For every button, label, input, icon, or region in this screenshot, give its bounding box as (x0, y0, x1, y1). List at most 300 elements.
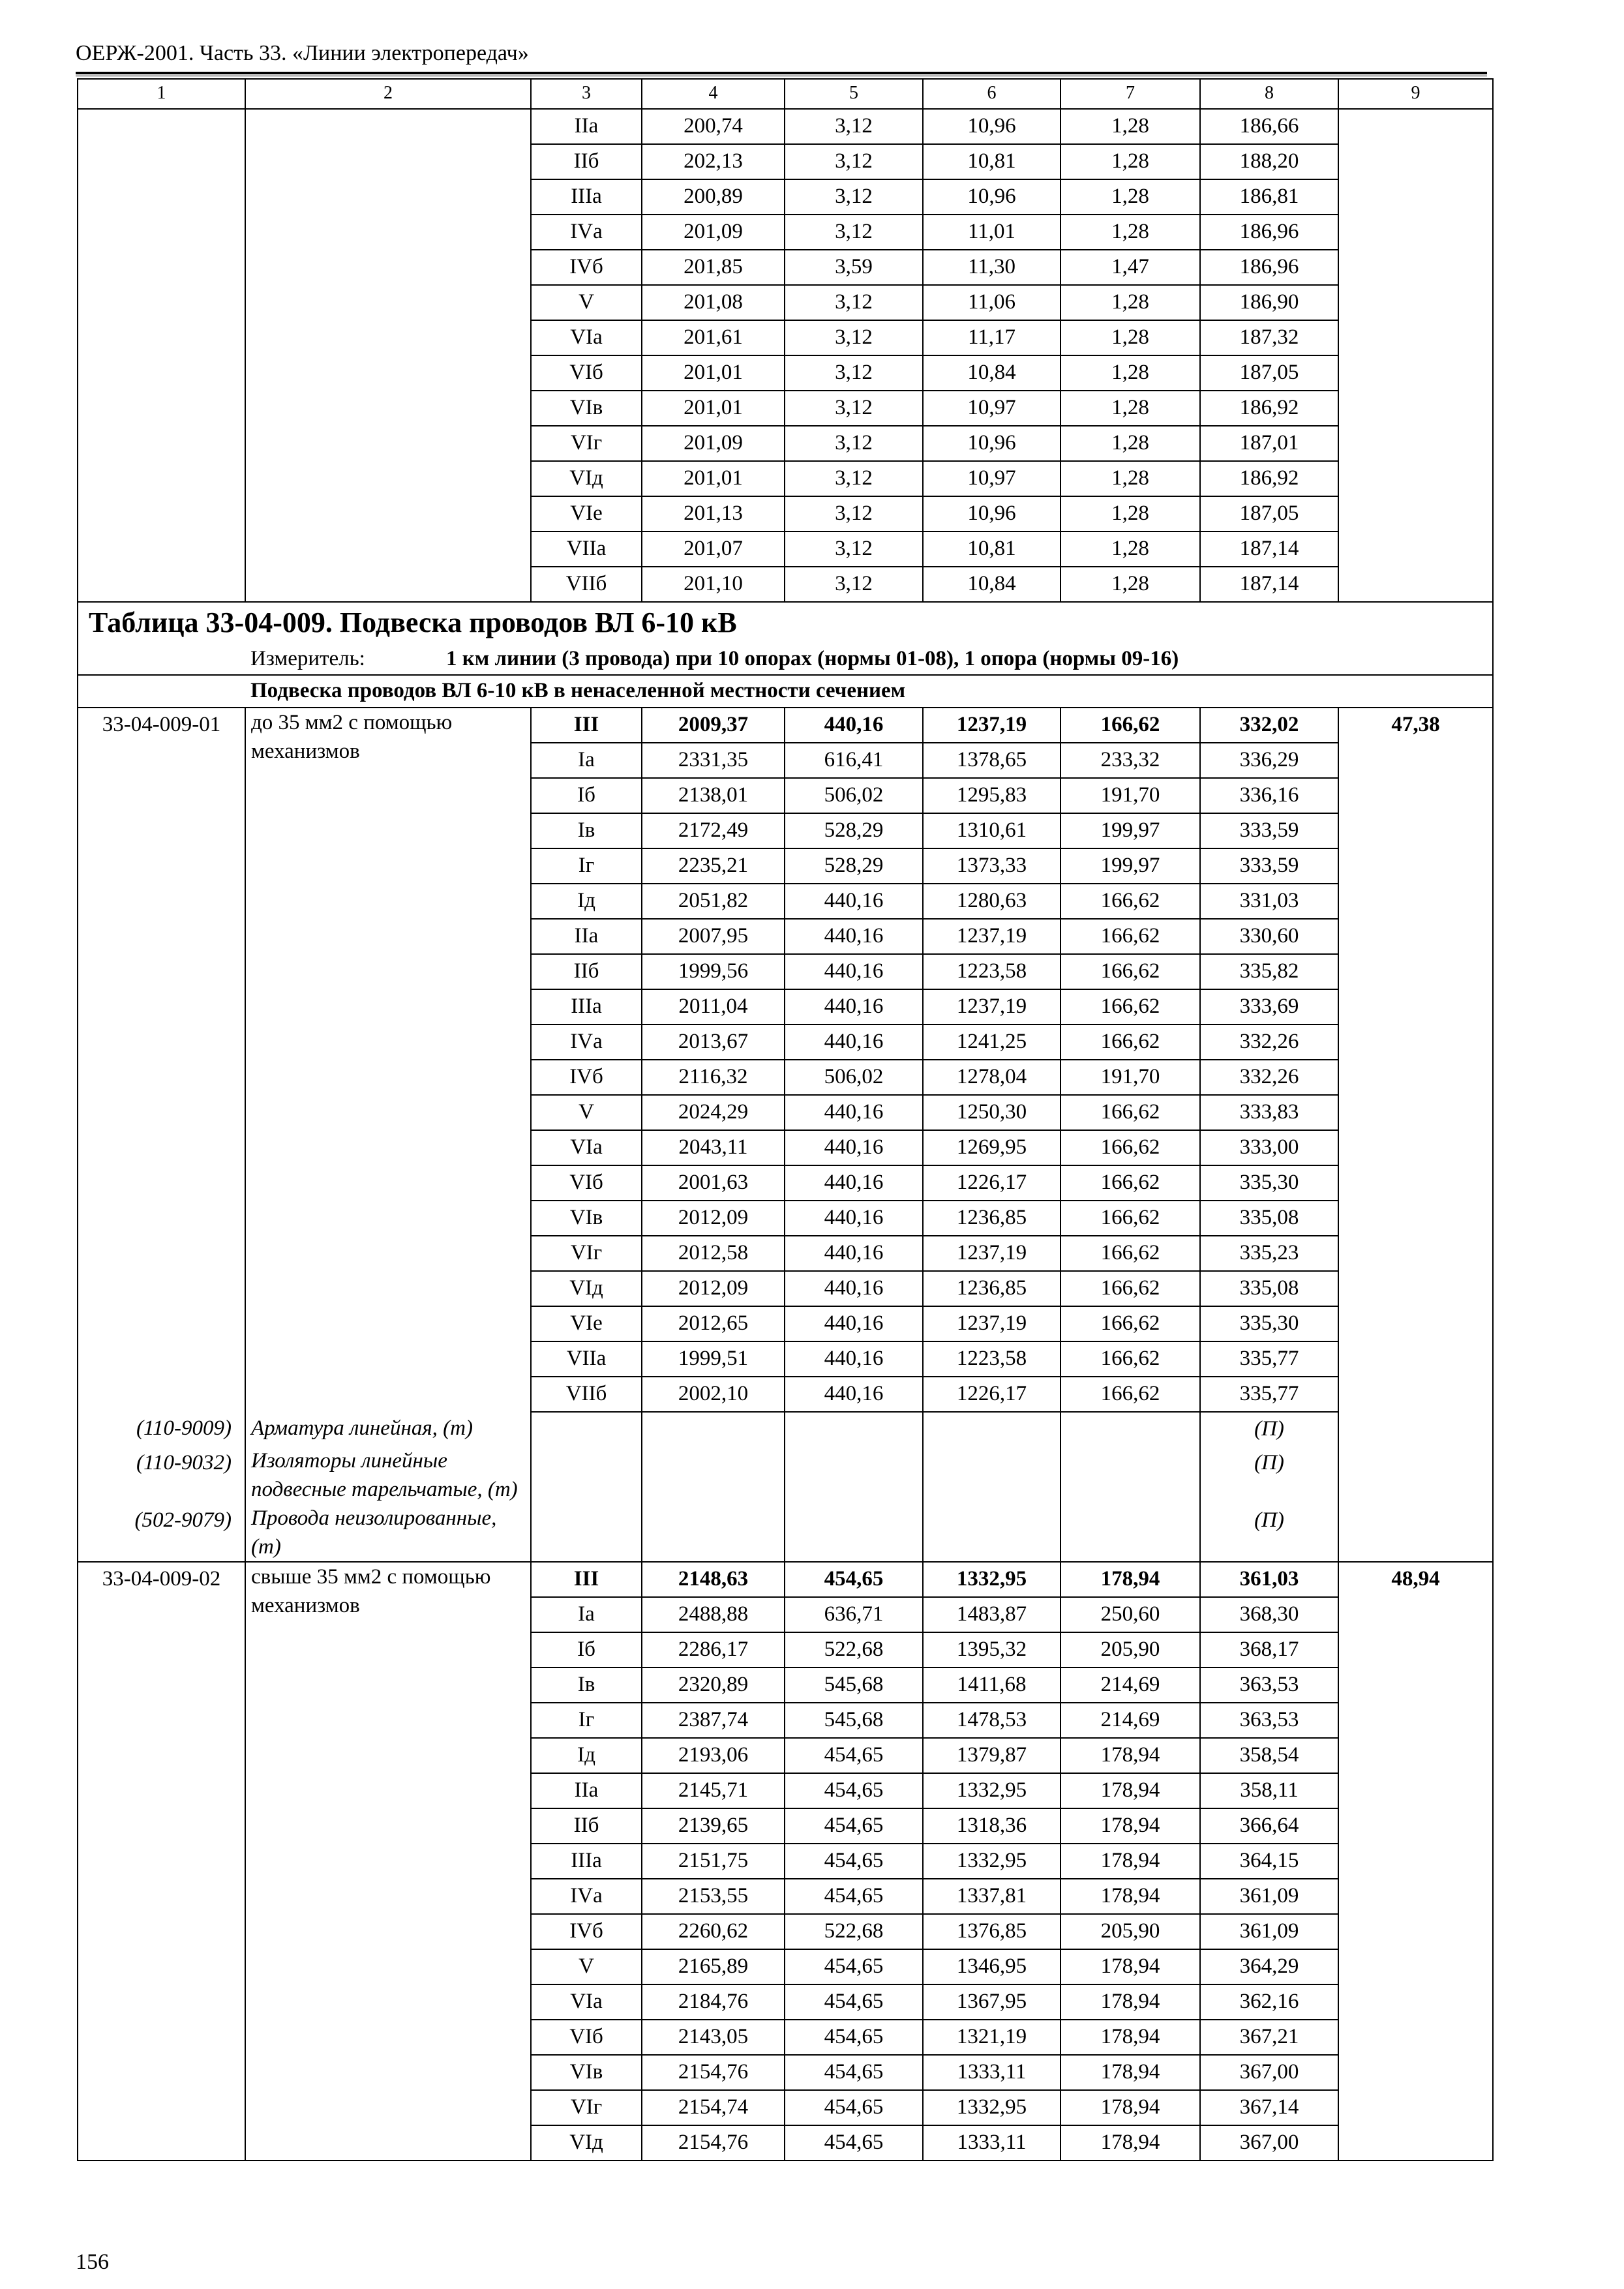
col9-cell (1338, 355, 1493, 391)
name-cell (245, 1165, 531, 1201)
value-cell: 201,01 (642, 391, 785, 426)
table-row (78, 1738, 1493, 1773)
table-row (78, 567, 1493, 602)
table-row (78, 884, 1493, 919)
value-cell: 1241,25 (923, 1025, 1060, 1060)
code-cell (78, 2055, 245, 2090)
value-cell: 233,32 (1060, 743, 1200, 778)
value-cell: 1295,83 (923, 778, 1060, 813)
zone-cell: VIа (531, 1984, 642, 2020)
value-cell: 2013,67 (642, 1025, 785, 1060)
value-cell: 10,84 (923, 567, 1060, 602)
page-number: 156 (76, 2250, 109, 2274)
col9-cell (1338, 461, 1493, 496)
value-cell: 166,62 (1060, 1130, 1200, 1165)
value-cell: 201,01 (642, 461, 785, 496)
empty-cell (642, 1504, 785, 1562)
value-cell: 166,62 (1060, 1095, 1200, 1130)
value-cell: 364,29 (1200, 1949, 1338, 1984)
resource-row (78, 1446, 1493, 1504)
code-cell (78, 954, 245, 989)
table-row (78, 250, 1493, 285)
code-cell (78, 1984, 245, 2020)
value-cell: 188,20 (1200, 144, 1338, 179)
table-row (78, 1060, 1493, 1095)
value-cell: 10,96 (923, 109, 1060, 144)
value-cell: 200,89 (642, 179, 785, 215)
table-row (78, 1668, 1493, 1703)
zone-cell: Iа (531, 1597, 642, 1632)
table-row (78, 320, 1493, 355)
value-cell: 201,13 (642, 496, 785, 531)
value-cell: 2387,74 (642, 1703, 785, 1738)
value-cell: 528,29 (785, 813, 923, 848)
table-row (78, 355, 1493, 391)
name-cell (245, 989, 531, 1025)
zone-cell: VIе (531, 1306, 642, 1341)
value-cell: 1280,63 (923, 884, 1060, 919)
value-cell: 1333,11 (923, 2055, 1060, 2090)
code-cell (78, 1165, 245, 1201)
code-cell (78, 1773, 245, 1808)
zone-cell: IIб (531, 954, 642, 989)
measure-cell (78, 643, 1493, 675)
value-cell: 2154,74 (642, 2090, 785, 2125)
col9-cell (1338, 1914, 1493, 1949)
value-cell: 1226,17 (923, 1165, 1060, 1201)
zone-cell: IVа (531, 1025, 642, 1060)
name-cell (245, 496, 531, 531)
value-cell: 454,65 (785, 1738, 923, 1773)
value-cell: 454,65 (785, 2090, 923, 2125)
value-cell: 367,21 (1200, 2020, 1338, 2055)
col9-cell (1338, 813, 1493, 848)
value-cell: 178,94 (1060, 2020, 1200, 2055)
value-cell: 3,12 (785, 109, 923, 144)
value-cell: 187,05 (1200, 355, 1338, 391)
column-number: 1 (78, 79, 245, 109)
zone-cell: Iг (531, 1703, 642, 1738)
value-cell: 178,94 (1060, 1738, 1200, 1773)
table-row (78, 1095, 1493, 1130)
value-cell: 201,09 (642, 215, 785, 250)
col9-cell (1338, 1597, 1493, 1632)
value-cell: 1237,19 (923, 989, 1060, 1025)
value-cell: 178,94 (1060, 1984, 1200, 2020)
value-cell: 199,97 (1060, 848, 1200, 884)
norm-code: 33-04-009-01 (78, 708, 245, 743)
col9-cell (1338, 778, 1493, 813)
value-cell: 454,65 (785, 1808, 923, 1844)
name-cell (245, 320, 531, 355)
value-cell: 3,12 (785, 496, 923, 531)
value-cell: 1223,58 (923, 954, 1060, 989)
zone-cell: IVа (531, 1879, 642, 1914)
col9-cell (1338, 1130, 1493, 1165)
value-cell: 178,94 (1060, 1844, 1200, 1879)
name-cell (245, 2125, 531, 2161)
value-cell: 440,16 (785, 708, 923, 743)
code-cell (78, 989, 245, 1025)
col9-cell (1338, 954, 1493, 989)
value-cell: 3,12 (785, 391, 923, 426)
code-cell (78, 1271, 245, 1306)
code-cell (78, 1597, 245, 1632)
value-cell: 1250,30 (923, 1095, 1060, 1130)
value-cell: 440,16 (785, 954, 923, 989)
value-cell: 2151,75 (642, 1844, 785, 1879)
value-cell: 11,30 (923, 250, 1060, 285)
col9-cell (1338, 531, 1493, 567)
name-cell (245, 1341, 531, 1377)
value-cell: 166,62 (1060, 708, 1200, 743)
empty-cell (785, 1446, 923, 1504)
table-row (78, 1201, 1493, 1236)
empty-cell (1060, 1504, 1200, 1562)
value-cell: 2260,62 (642, 1914, 785, 1949)
value-cell: 186,90 (1200, 285, 1338, 320)
value-cell: 10,97 (923, 461, 1060, 496)
col9-cell (1338, 1412, 1493, 1446)
rates-table (77, 78, 1494, 2161)
code-cell (78, 1668, 245, 1703)
value-cell: 2012,65 (642, 1306, 785, 1341)
value-cell: 214,69 (1060, 1668, 1200, 1703)
name-cell (245, 1306, 531, 1341)
value-cell: 3,12 (785, 426, 923, 461)
value-cell: 1223,58 (923, 1341, 1060, 1377)
table-row (78, 2090, 1493, 2125)
norm-col9: 48,94 (1338, 1562, 1493, 1597)
col9-cell (1338, 1446, 1493, 1504)
value-cell: 440,16 (785, 1236, 923, 1271)
value-cell: 1332,95 (923, 1773, 1060, 1808)
col9-cell (1338, 884, 1493, 919)
value-cell: 367,14 (1200, 2090, 1338, 2125)
col9-cell (1338, 320, 1493, 355)
table-row (78, 2055, 1493, 2090)
zone-cell: VIа (531, 320, 642, 355)
value-cell: 178,94 (1060, 2055, 1200, 2090)
code-cell (78, 1341, 245, 1377)
value-cell: 201,61 (642, 320, 785, 355)
value-cell: 2172,49 (642, 813, 785, 848)
value-cell: 186,92 (1200, 461, 1338, 496)
value-cell: 187,14 (1200, 567, 1338, 602)
value-cell: 201,85 (642, 250, 785, 285)
name-cell (245, 250, 531, 285)
empty-cell (923, 1446, 1060, 1504)
value-cell: 1236,85 (923, 1201, 1060, 1236)
col9-cell (1338, 1808, 1493, 1844)
value-cell: 2007,95 (642, 919, 785, 954)
name-cell (245, 1808, 531, 1844)
value-cell: 2488,88 (642, 1597, 785, 1632)
table-row (78, 1773, 1493, 1808)
code-cell (78, 215, 245, 250)
value-cell: 10,81 (923, 144, 1060, 179)
value-cell: 440,16 (785, 1130, 923, 1165)
value-cell: 1,28 (1060, 461, 1200, 496)
table-row (78, 144, 1493, 179)
col9-cell (1338, 285, 1493, 320)
value-cell: 1,28 (1060, 320, 1200, 355)
value-cell: 2154,76 (642, 2055, 785, 2090)
value-cell: 201,09 (642, 426, 785, 461)
name-cell (245, 109, 531, 144)
value-cell: 2184,76 (642, 1984, 785, 2020)
value-cell: 166,62 (1060, 1271, 1200, 1306)
name-cell (245, 919, 531, 954)
value-cell: 2116,32 (642, 1060, 785, 1095)
value-cell: 1483,87 (923, 1597, 1060, 1632)
value-cell: 545,68 (785, 1668, 923, 1703)
value-cell: 186,96 (1200, 215, 1338, 250)
code-cell (78, 1201, 245, 1236)
col9-cell (1338, 1025, 1493, 1060)
empty-cell (1060, 1412, 1200, 1446)
value-cell: 335,30 (1200, 1306, 1338, 1341)
value-cell: 366,64 (1200, 1808, 1338, 1844)
value-cell: 335,08 (1200, 1271, 1338, 1306)
value-cell: 2001,63 (642, 1165, 785, 1201)
col9-cell (1338, 989, 1493, 1025)
value-cell: 1278,04 (923, 1060, 1060, 1095)
name-cell (245, 1668, 531, 1703)
column-number: 3 (531, 79, 642, 109)
value-cell: 2138,01 (642, 778, 785, 813)
value-cell: 361,09 (1200, 1879, 1338, 1914)
code-cell (78, 1879, 245, 1914)
zone-cell: Iб (531, 1632, 642, 1668)
value-cell: 2012,09 (642, 1271, 785, 1306)
code-cell (78, 461, 245, 496)
name-cell (245, 1060, 531, 1095)
zone-cell: V (531, 285, 642, 320)
value-cell: 2002,10 (642, 1377, 785, 1412)
table-row (78, 391, 1493, 426)
resource-code: (110-9009) (78, 1412, 245, 1446)
value-cell: 178,94 (1060, 2090, 1200, 2125)
value-cell: 2139,65 (642, 1808, 785, 1844)
table-row (78, 2125, 1493, 2161)
value-cell: 1,47 (1060, 250, 1200, 285)
value-cell: 2012,58 (642, 1236, 785, 1271)
zone-cell: IIа (531, 1773, 642, 1808)
value-cell: 3,12 (785, 355, 923, 391)
value-cell: 3,12 (785, 285, 923, 320)
value-cell: 1333,11 (923, 2125, 1060, 2161)
value-cell: 2009,37 (642, 708, 785, 743)
value-cell: 364,15 (1200, 1844, 1338, 1879)
name-cell (245, 1879, 531, 1914)
value-cell: 332,26 (1200, 1060, 1338, 1095)
value-cell: 335,77 (1200, 1341, 1338, 1377)
name-cell (245, 848, 531, 884)
col9-cell (1338, 1504, 1493, 1562)
value-cell: 3,59 (785, 250, 923, 285)
table-row (78, 1271, 1493, 1306)
code-cell (78, 884, 245, 919)
table-row (78, 1377, 1493, 1412)
value-cell: 1999,51 (642, 1341, 785, 1377)
name-cell (245, 1201, 531, 1236)
name-cell (245, 1984, 531, 2020)
value-cell: 454,65 (785, 1949, 923, 1984)
table-row (78, 813, 1493, 848)
column-number: 4 (642, 79, 785, 109)
value-cell: 178,94 (1060, 1949, 1200, 1984)
value-cell: 1226,17 (923, 1377, 1060, 1412)
zone-cell: VIд (531, 461, 642, 496)
col9-cell (1338, 426, 1493, 461)
empty-cell (531, 1446, 642, 1504)
measure (83, 643, 1487, 674)
empty-cell (642, 1446, 785, 1504)
value-cell: 10,96 (923, 496, 1060, 531)
name-cell (245, 1095, 531, 1130)
value-cell: 440,16 (785, 1025, 923, 1060)
col9-cell (1338, 215, 1493, 250)
zone-cell: VIIб (531, 1377, 642, 1412)
value-cell: 454,65 (785, 2020, 923, 2055)
code-cell (78, 179, 245, 215)
value-cell: 1,28 (1060, 215, 1200, 250)
value-cell: 186,81 (1200, 179, 1338, 215)
table-row (78, 1703, 1493, 1738)
value-cell: 201,10 (642, 567, 785, 602)
value-cell: 333,69 (1200, 989, 1338, 1025)
value-cell: 1,28 (1060, 285, 1200, 320)
column-number: 6 (923, 79, 1060, 109)
value-cell: 545,68 (785, 1703, 923, 1738)
value-cell: 2165,89 (642, 1949, 785, 1984)
zone-cell: IIIа (531, 989, 642, 1025)
zone-cell: VIб (531, 1165, 642, 1201)
name-cell (245, 426, 531, 461)
resource-row (78, 1412, 1493, 1446)
value-cell: 506,02 (785, 1060, 923, 1095)
zone-cell: IVб (531, 1060, 642, 1095)
value-cell: 3,12 (785, 144, 923, 179)
value-cell: 368,30 (1200, 1597, 1338, 1632)
value-cell: 1373,33 (923, 848, 1060, 884)
col9-cell (1338, 1341, 1493, 1377)
value-cell: 3,12 (785, 461, 923, 496)
zone-cell: Iб (531, 778, 642, 813)
zone-cell: VIIа (531, 1341, 642, 1377)
resource-unit: (П) (1200, 1504, 1338, 1562)
value-cell: 636,71 (785, 1597, 923, 1632)
value-cell: 1237,19 (923, 919, 1060, 954)
resource-name: Провода неизолированные, (т) (245, 1504, 531, 1562)
value-cell: 178,94 (1060, 1773, 1200, 1808)
value-cell: 1367,95 (923, 1984, 1060, 2020)
column-number: 5 (785, 79, 923, 109)
zone-cell: V (531, 1949, 642, 1984)
value-cell: 332,26 (1200, 1025, 1338, 1060)
value-cell: 440,16 (785, 884, 923, 919)
value-cell: 201,07 (642, 531, 785, 567)
col9-cell (1338, 1095, 1493, 1130)
code-cell (78, 1095, 245, 1130)
table-title: Таблица 33-04-009. Подвеска проводов ВЛ 6-10 кВ (89, 606, 737, 638)
zone-cell: IIIа (531, 179, 642, 215)
value-cell: 454,65 (785, 1984, 923, 2020)
table-row (78, 954, 1493, 989)
col9-cell (1338, 1668, 1493, 1703)
empty-cell (785, 1412, 923, 1446)
column-number: 7 (1060, 79, 1200, 109)
value-cell: 332,02 (1200, 708, 1338, 743)
name-cell (245, 461, 531, 496)
name-cell (245, 567, 531, 602)
col9-cell (1338, 144, 1493, 179)
name-cell (245, 355, 531, 391)
value-cell: 199,97 (1060, 813, 1200, 848)
value-cell: 1332,95 (923, 1562, 1060, 1597)
value-cell: 3,12 (785, 567, 923, 602)
table-row (78, 1844, 1493, 1879)
resource-row (78, 1504, 1493, 1562)
value-cell: 1411,68 (923, 1668, 1060, 1703)
col9-cell (1338, 1271, 1493, 1306)
value-cell: 2153,55 (642, 1879, 785, 1914)
subheading-cell (78, 675, 1493, 708)
value-cell: 3,12 (785, 531, 923, 567)
value-cell: 331,03 (1200, 884, 1338, 919)
code-cell (78, 2020, 245, 2055)
table-title-cell (78, 602, 1493, 643)
resource-unit: (П) (1200, 1446, 1338, 1504)
zone-cell: VIв (531, 2055, 642, 2090)
zone-cell: VIг (531, 426, 642, 461)
table-row (78, 1025, 1493, 1060)
col9-cell (1338, 109, 1493, 144)
code-cell (78, 2090, 245, 2125)
value-cell: 186,96 (1200, 250, 1338, 285)
name-cell (245, 179, 531, 215)
code-cell (78, 285, 245, 320)
table-row (78, 919, 1493, 954)
value-cell: 10,96 (923, 179, 1060, 215)
value-cell: 187,05 (1200, 496, 1338, 531)
value-cell: 11,17 (923, 320, 1060, 355)
column-number-row (78, 79, 1493, 109)
value-cell: 2012,09 (642, 1201, 785, 1236)
value-cell: 2051,82 (642, 884, 785, 919)
value-cell: 1378,65 (923, 743, 1060, 778)
name-cell (245, 531, 531, 567)
zone-cell: VIб (531, 2020, 642, 2055)
zone-cell: VIг (531, 1236, 642, 1271)
value-cell: 335,08 (1200, 1201, 1338, 1236)
value-cell: 2331,35 (642, 743, 785, 778)
value-cell: 2320,89 (642, 1668, 785, 1703)
zone-cell: III (531, 708, 642, 743)
table-row (78, 461, 1493, 496)
norm-name: до 35 мм2 с помощью механизмов (245, 708, 531, 778)
name-cell (245, 954, 531, 989)
value-cell: 528,29 (785, 848, 923, 884)
value-cell: 178,94 (1060, 1562, 1200, 1597)
code-cell (78, 2125, 245, 2161)
zone-cell: Iв (531, 813, 642, 848)
value-cell: 2011,04 (642, 989, 785, 1025)
value-cell: 335,23 (1200, 1236, 1338, 1271)
table-row (78, 426, 1493, 461)
empty-cell (923, 1412, 1060, 1446)
